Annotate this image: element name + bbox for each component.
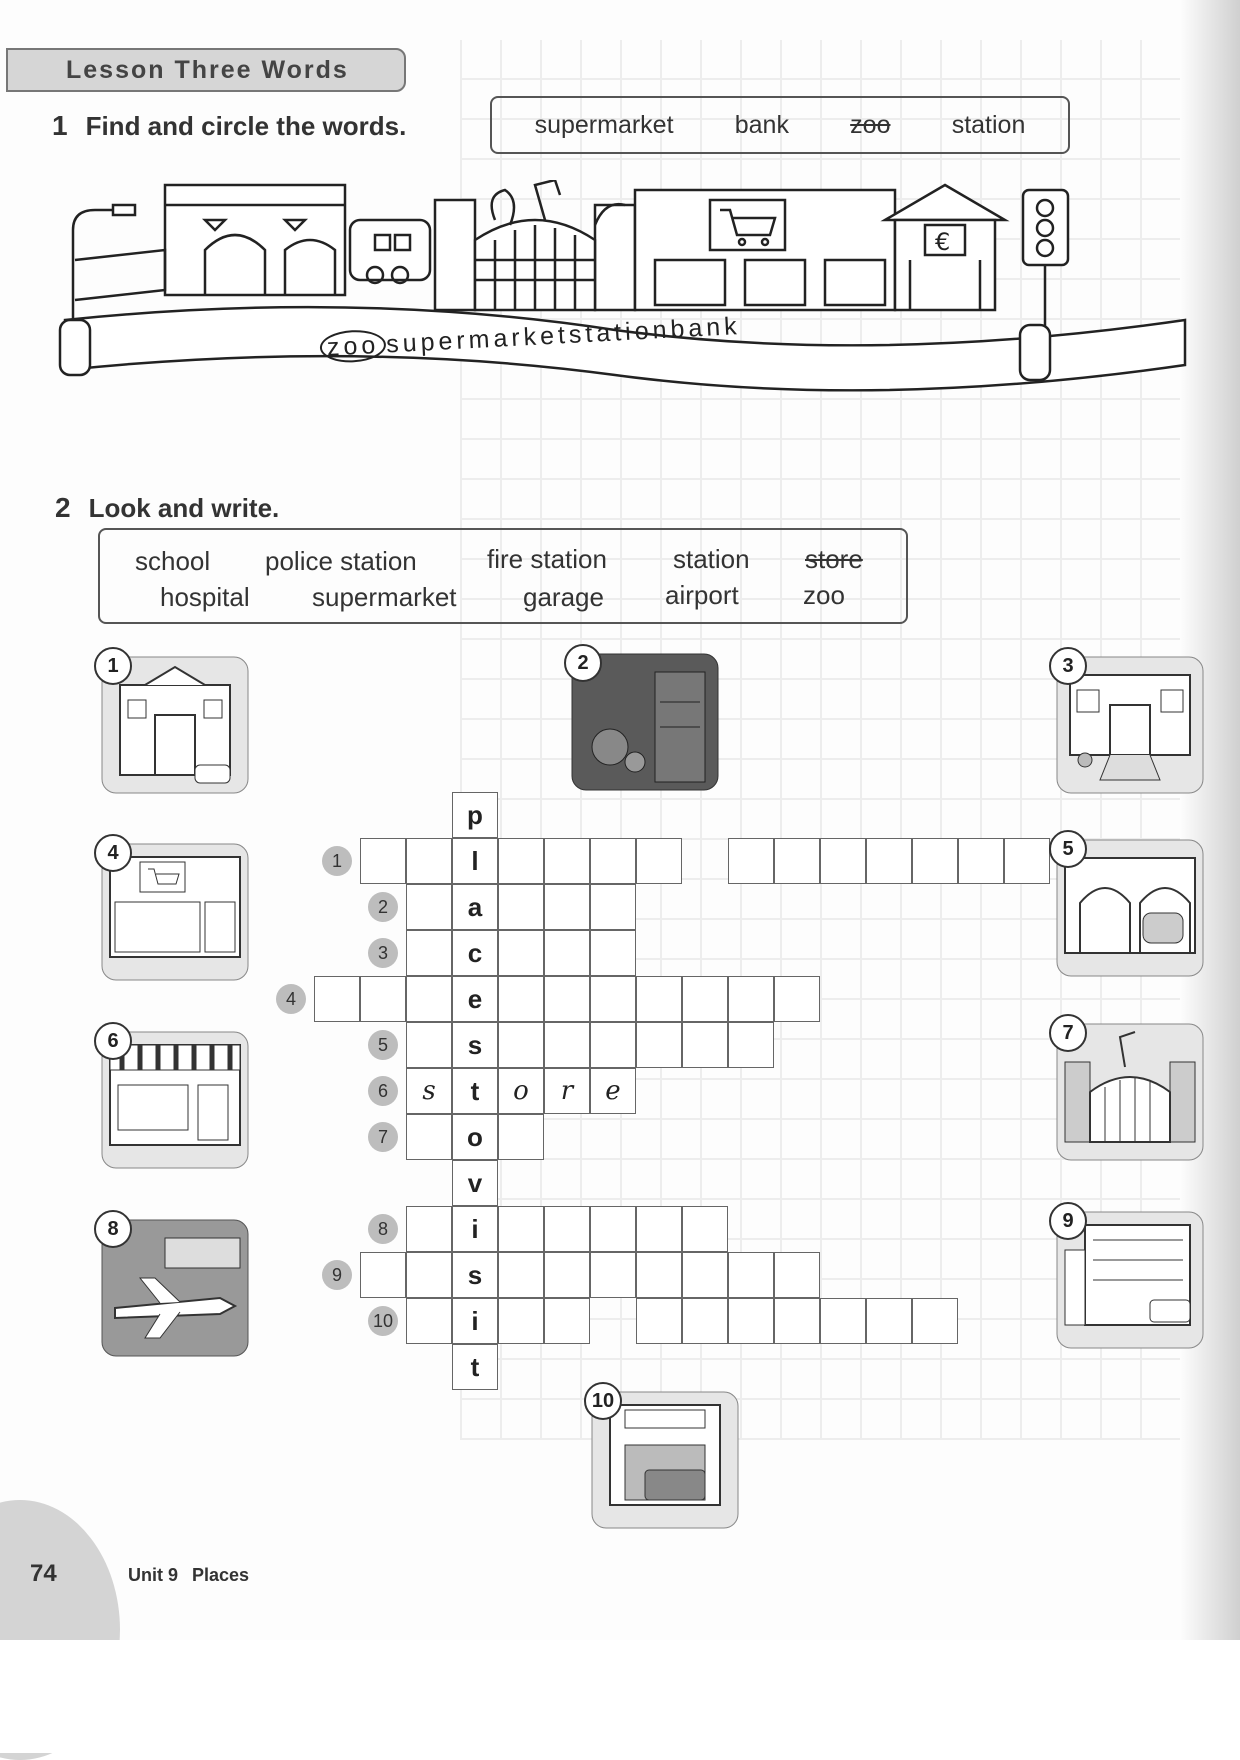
crossword-answer-cell[interactable]: r [544, 1068, 590, 1114]
word-station: station [951, 110, 1026, 139]
crossword-answer-cell[interactable]: e [590, 1068, 636, 1114]
crossword-answer-cell[interactable] [498, 1206, 544, 1252]
picture-8-number: 8 [94, 1210, 132, 1248]
word-bank: bank [734, 110, 789, 139]
crossword-answer-cell[interactable] [682, 976, 728, 1022]
word-store-struck: store [805, 544, 863, 574]
crossword-answer-cell[interactable] [728, 1022, 774, 1068]
lesson-title-tab [6, 48, 406, 92]
crossword-key-cell[interactable]: l [452, 838, 498, 884]
crossword-answer-cell[interactable] [590, 1206, 636, 1252]
street-scene-illustration [55, 180, 1200, 420]
word-fire-station: fire station [487, 544, 607, 574]
crossword-answer-cell[interactable] [866, 838, 912, 884]
exercise-2-instruction: Look and write. [88, 493, 280, 523]
crossword-clue-number: 9 [322, 1260, 352, 1290]
crossword-answer-cell[interactable] [314, 976, 360, 1022]
crossword-answer-cell[interactable] [406, 1022, 452, 1068]
picture-3 [1055, 655, 1205, 795]
page-bottom-margin [0, 1640, 1240, 1753]
crossword-key-cell[interactable]: t [452, 1344, 498, 1390]
crossword-key-cell[interactable]: o [452, 1114, 498, 1160]
crossword-clue-number: 4 [276, 984, 306, 1014]
picture-1 [100, 655, 250, 795]
crossword-answer-cell[interactable] [406, 1114, 452, 1160]
crossword-answer-cell[interactable] [590, 884, 636, 930]
word-station-2: station [673, 544, 750, 574]
crossword-answer-cell[interactable] [590, 930, 636, 976]
word-school: school [135, 546, 211, 576]
exercise-1-instruction: Find and circle the words. [85, 111, 407, 141]
crossword-clue-number: 1 [322, 846, 352, 876]
crossword-answer-cell[interactable] [912, 1298, 958, 1344]
exercise-2-number: 2 [55, 492, 71, 523]
bank-building-icon [885, 185, 1005, 220]
letters-remaining: supermarketstationbank [385, 311, 742, 359]
crossword-answer-cell[interactable] [406, 930, 452, 976]
crossword-key-cell[interactable]: i [452, 1206, 498, 1252]
crossword-answer-cell[interactable] [774, 1298, 820, 1344]
crossword-answer-cell[interactable] [544, 1252, 590, 1298]
crossword-answer-cell[interactable] [728, 1252, 774, 1298]
crossword-answer-cell[interactable] [590, 838, 636, 884]
crossword-answer-cell[interactable] [682, 1206, 728, 1252]
crossword-answer-cell[interactable] [728, 976, 774, 1022]
crossword-answer-cell[interactable] [636, 1206, 682, 1252]
crossword-answer-cell[interactable] [498, 838, 544, 884]
exercise-2-word-box [98, 528, 908, 624]
crossword-answer-cell[interactable] [544, 930, 590, 976]
picture-6-number: 6 [94, 1022, 132, 1060]
crossword-answer-cell[interactable] [636, 1022, 682, 1068]
crossword-key-cell[interactable]: a [452, 884, 498, 930]
crossword-answer-cell[interactable] [498, 1252, 544, 1298]
picture-5 [1055, 838, 1205, 978]
crossword-answer-cell[interactable] [498, 1298, 544, 1344]
crossword-answer-cell[interactable] [544, 1206, 590, 1252]
crossword-answer-cell[interactable] [360, 1252, 406, 1298]
crossword-clue-number: 2 [368, 892, 398, 922]
exercise-1-number: 1 [52, 110, 68, 141]
crossword-answer-cell[interactable] [406, 1206, 452, 1252]
picture-9 [1055, 1210, 1205, 1350]
crossword-answer-cell[interactable] [820, 1298, 866, 1344]
giraffe-icon [535, 180, 560, 220]
crossword-clue-number: 6 [368, 1076, 398, 1106]
crossword-answer-cell[interactable] [774, 976, 820, 1022]
picture-10 [590, 1390, 740, 1530]
crossword-answer-cell[interactable] [590, 1252, 636, 1298]
crossword-answer-cell[interactable] [544, 976, 590, 1022]
crossword-answer-cell[interactable] [820, 838, 866, 884]
crossword-key-cell[interactable]: s [452, 1252, 498, 1298]
crossword-answer-cell[interactable] [498, 884, 544, 930]
exercise-1-word-box [490, 96, 1070, 154]
crossword-answer-cell[interactable] [498, 976, 544, 1022]
picture-2-number: 2 [564, 644, 602, 682]
crossword-answer-cell[interactable] [636, 1298, 682, 1344]
crossword-answer-cell[interactable] [498, 930, 544, 976]
crossword-key-cell[interactable]: t [452, 1068, 498, 1114]
crossword-answer-cell[interactable] [590, 976, 636, 1022]
page-number: 74 [30, 1560, 57, 1587]
word-zoo-struck: zoo [850, 110, 891, 139]
crossword-answer-cell[interactable] [544, 1022, 590, 1068]
crossword-answer-cell[interactable] [728, 1298, 774, 1344]
picture-7 [1055, 1022, 1205, 1162]
crossword-answer-cell[interactable] [406, 1298, 452, 1344]
unit-number: Unit 9 [128, 1565, 179, 1585]
crossword-answer-cell[interactable] [360, 838, 406, 884]
word-garage: garage [523, 582, 604, 612]
crossword-answer-cell[interactable] [636, 976, 682, 1022]
picture-10-number: 10 [584, 1382, 622, 1420]
crossword-answer-cell[interactable] [360, 976, 406, 1022]
crossword-answer-cell[interactable] [774, 1252, 820, 1298]
word-supermarket-2: supermarket [312, 582, 457, 612]
crossword-answer-cell[interactable] [1004, 838, 1050, 884]
crossword-answer-cell[interactable]: o [498, 1068, 544, 1114]
picture-8 [100, 1218, 250, 1358]
picture-9-number: 9 [1049, 1202, 1087, 1240]
crossword-clue-number: 10 [368, 1306, 398, 1336]
crossword-answer-cell[interactable] [498, 1114, 544, 1160]
crossword-answer-cell[interactable] [912, 838, 958, 884]
lesson-title: Lesson Three Words [66, 55, 349, 84]
crossword-answer-cell[interactable] [406, 1252, 452, 1298]
unit-footer [128, 1565, 263, 1586]
picture-3-number: 3 [1049, 647, 1087, 685]
crossword-answer-cell[interactable] [682, 1252, 728, 1298]
crossword-key-cell[interactable]: i [452, 1298, 498, 1344]
picture-4-number: 4 [94, 834, 132, 872]
picture-6 [100, 1030, 250, 1170]
crossword-key-cell[interactable]: s [452, 1022, 498, 1068]
crossword-key-cell[interactable]: v [452, 1160, 498, 1206]
crossword-key-cell[interactable]: c [452, 930, 498, 976]
crossword-key-cell[interactable]: e [452, 976, 498, 1022]
picture-2 [570, 652, 720, 792]
crossword-clue-number: 5 [368, 1030, 398, 1060]
exercise-2-heading [55, 492, 279, 524]
word-police-station: police station [265, 546, 417, 576]
crossword-answer-cell[interactable] [544, 884, 590, 930]
word-zoo-2: zoo [803, 580, 845, 610]
word-supermarket: supermarket [534, 110, 674, 139]
crossword-answer-cell[interactable] [406, 976, 452, 1022]
crossword-clue-number: 8 [368, 1214, 398, 1244]
crossword-answer-cell[interactable]: s [406, 1068, 452, 1114]
crossword-answer-cell[interactable] [958, 838, 1004, 884]
crossword-answer-cell[interactable] [636, 1252, 682, 1298]
unit-title: Places [192, 1565, 250, 1585]
word-hospital: hospital [160, 582, 250, 612]
circled-word-zoo: zoo [319, 329, 387, 364]
crossword-answer-cell[interactable] [682, 1298, 728, 1344]
crossword-answer-cell[interactable] [728, 838, 774, 884]
crossword-answer-cell[interactable] [544, 1298, 590, 1344]
picture-7-number: 7 [1049, 1014, 1087, 1052]
picture-5-number: 5 [1049, 830, 1087, 868]
crossword-clue-number: 7 [368, 1122, 398, 1152]
crossword-answer-cell[interactable] [498, 1022, 544, 1068]
crossword-answer-cell[interactable] [866, 1298, 912, 1344]
crossword-key-cell[interactable]: p [452, 792, 498, 838]
crossword-answer-cell[interactable] [406, 884, 452, 930]
crossword-answer-cell[interactable] [406, 838, 452, 884]
picture-4 [100, 842, 250, 982]
picture-1-number: 1 [94, 647, 132, 685]
crossword-answer-cell[interactable] [544, 838, 590, 884]
crossword-answer-cell[interactable] [636, 838, 682, 884]
crossword-answer-cell[interactable] [590, 1022, 636, 1068]
word-airport: airport [665, 580, 739, 610]
crossword-answer-cell[interactable] [682, 1022, 728, 1068]
svg-text:€: € [935, 228, 951, 256]
crossword-answer-cell[interactable] [774, 838, 820, 884]
crossword-clue-number: 3 [368, 938, 398, 968]
exercise-1-heading [52, 110, 406, 142]
